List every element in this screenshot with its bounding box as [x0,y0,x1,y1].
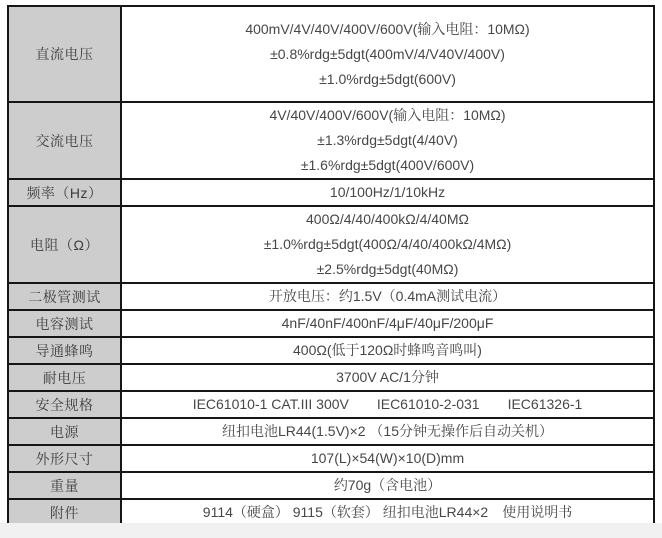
spec-label-power-supply: 电源 [8,418,121,445]
spec-label-frequency: 频率（Hz） [8,179,121,206]
spec-value-ac-voltage [121,102,654,179]
spec-line: 400Ω/4/40/400kΩ/4/40MΩ [306,211,469,227]
spec-table [7,5,655,527]
spec-value-accessories [121,499,654,526]
spec-label-ac-voltage: 交流电压 [8,102,121,179]
spec-line: ±1.0%rdg±5dgt(600V) [319,70,456,87]
spec-line: ±1.0%rdg±5dgt(400Ω/4/40/400kΩ/4MΩ) [263,236,512,252]
spec-value-weight [121,472,654,499]
spec-value-continuity-buzzer [121,337,654,364]
spec-value-withstand-voltage [121,364,654,391]
spec-line: 107(L)×54(W)×10(D)mm [310,450,465,466]
spec-value-dc-voltage [121,6,654,102]
spec-line: 400mV/4V/40V/400V/600V(输入电阻：10MΩ) [245,20,530,37]
spec-row-weight [8,472,654,499]
spec-line: IEC61010-1 CAT.III 300V IEC61010-2-031 IEC61326-1 [192,396,583,412]
spec-value-power-supply [121,418,654,445]
spec-label-capacitance-test: 电容测试 [8,310,121,337]
spec-row-diode-test [8,283,654,310]
spec-row-dc-voltage [8,6,654,102]
spec-line: 开放电压：约1.5V（0.4mA测试电流） [268,288,507,304]
spec-label-diode-test: 二极管测试 [8,283,121,310]
spec-label-dimensions: 外形尺寸 [8,445,121,472]
spec-value-diode-test [121,283,654,310]
spec-row-frequency [8,179,654,206]
spec-line: 4nF/40nF/400nF/4μF/40μF/200μF [281,315,494,331]
spec-line: 10/100Hz/1/10kHz [329,184,446,200]
spec-line: 9114（硬盒） 9115（软套） 纽扣电池LR44×2 使用说明书 [202,504,573,520]
spec-row-capacitance-test [8,310,654,337]
spec-line: ±2.5%rdg±5dgt(40MΩ) [316,261,459,277]
spec-value-dimensions [121,445,654,472]
spec-value-safety-standards [121,391,654,418]
spec-label-dc-voltage: 直流电压 [8,6,121,102]
spec-value-capacitance-test [121,310,654,337]
spec-line: ±1.3%rdg±5dgt(4/40V) [317,132,458,148]
page-footer-strip [0,523,662,538]
spec-row-ac-voltage [8,102,654,179]
spec-line: 400Ω(低于120Ω时蜂鸣音鸣叫) [293,342,482,358]
spec-label-weight: 重量 [8,472,121,499]
spec-row-dimensions [8,445,654,472]
spec-row-withstand-voltage [8,364,654,391]
spec-line: 约70g（含电池） [333,477,442,493]
spec-label-resistance: 电阻（Ω） [8,206,121,283]
spec-label-accessories: 附件 [8,499,121,526]
spec-line: ±0.8%rdg±5dgt(400mV/4/V40V/400V) [270,45,505,62]
spec-label-safety-standards: 安全规格 [8,391,121,418]
spec-row-continuity-buzzer [8,337,654,364]
spec-row-safety-standards [8,391,654,418]
spec-line: 4V/40V/400V/600V(输入电阻：10MΩ) [269,107,506,123]
spec-line: 纽扣电池LR44(1.5V)×2 （15分钟无操作后自动关机） [221,423,553,439]
spec-row-accessories [8,499,654,526]
spec-line: 3700V AC/1分钟 [336,369,439,385]
spec-row-resistance [8,206,654,283]
spec-row-power-supply [8,418,654,445]
spec-label-withstand-voltage: 耐电压 [8,364,121,391]
spec-value-frequency [121,179,654,206]
spec-label-continuity-buzzer: 导通蜂鸣 [8,337,121,364]
spec-line: ±1.6%rdg±5dgt(400V/600V) [300,157,475,173]
spec-value-resistance [121,206,654,283]
